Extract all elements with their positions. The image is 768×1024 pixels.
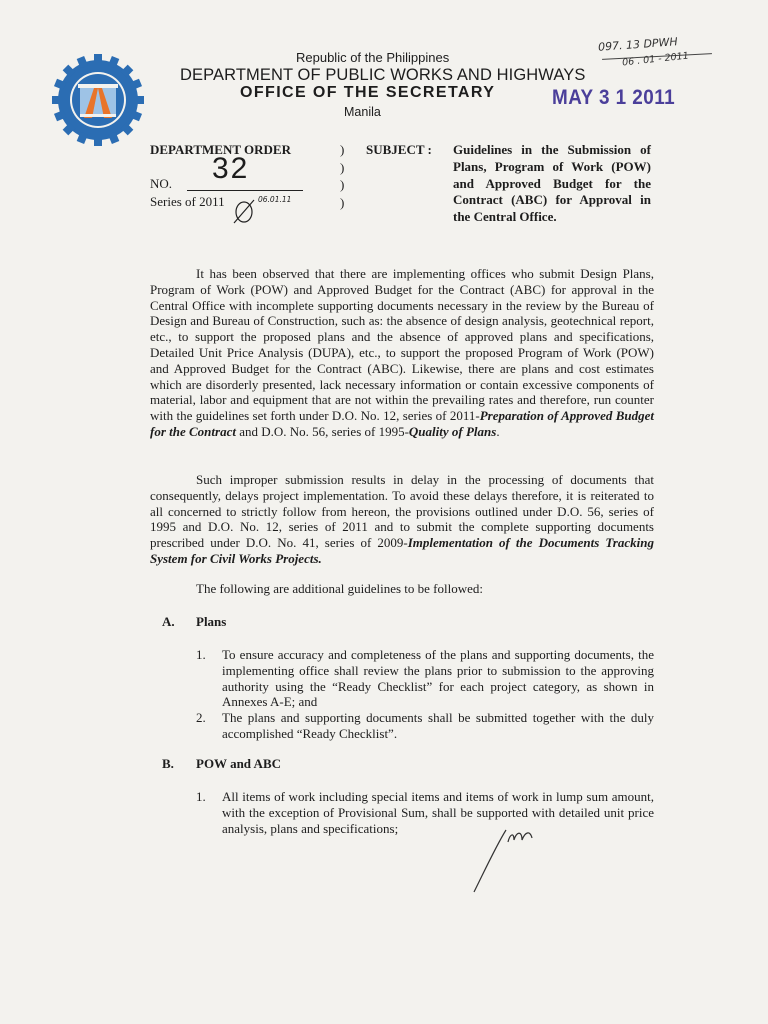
reference-document-tracking: Implementation of the Documents Tracking System for Civil Works Projects.: [150, 535, 654, 566]
order-series-handwritten-date: 06.01.11: [258, 195, 292, 204]
paragraph-1-mid: and D.O. No. 56, series of 1995-: [235, 423, 409, 439]
paragraph-1: [150, 266, 654, 440]
order-paren: ): [340, 177, 345, 192]
section-b-title: POW and ABC: [196, 756, 282, 771]
section-a-title: Plans: [196, 614, 227, 629]
list-item: [196, 789, 654, 836]
order-series: Series of 2011: [150, 194, 225, 209]
order-number: 32: [212, 152, 250, 185]
dpwh-seal-icon: [50, 52, 146, 148]
paragraph-2: [150, 472, 654, 567]
subject-label: SUBJECT :: [366, 142, 432, 157]
order-no-label: NO.: [150, 176, 173, 191]
department-heading: DEPARTMENT OF PUBLIC WORKS AND HIGHWAYS: [180, 66, 586, 84]
order-paren: ): [340, 195, 345, 210]
handwritten-date: 06 . 01 - 2011: [621, 50, 690, 69]
received-date-stamp: MAY 3 1 2011: [552, 86, 676, 109]
order-no-underline: [187, 190, 303, 191]
order-label: DEPARTMENT ORDER: [150, 142, 291, 157]
paragraph-1-text: It has been observed that there are implementing offices who submit Design Plans, Program of Work (POW) and Approved Budget for the Contract (ABC) for approval in the Central Office with incomplete supporting documents necessary in the review by the Bureau of Design and Bureau of Construction, such as: the absence of design analysis, geotechnical report, etc., to support the proposed plans and the absence of approved plans and specifications, Detailed Unit Price Analysis (DUPA), etc., to support the proposed Program of Work (POW) and Approved Budget for the Contract (ABC). Likewise, there are plans and cost estimates which are disorderly presented, lack necessary information or contain excessive components of material, labor and equipment that are not within the prevailing rates and therefore, run counter with the guidelines set forth under D.O. No. 12, series of 2011-: [150, 266, 654, 424]
list-item: [196, 647, 654, 710]
list-item: [196, 710, 654, 742]
section-a-list: [196, 647, 654, 742]
order-paren: ): [340, 160, 345, 175]
section-b-letter: B.: [162, 756, 174, 771]
list-item-text: All items of work including special items and items of work in lump sum amount, with the exception of Provisional Sum, shall be supported with detailed unit price analysis, plans and specifications;: [222, 789, 654, 836]
section-b-list: [196, 789, 654, 836]
reference-quality-of-plans: Quality of Plans: [408, 423, 497, 439]
paragraph-3: The following are additional guidelines to be followed:: [196, 581, 484, 596]
paragraph-2-text: Such improper submission results in delay in the processing of documents that consequently, delays project implementation. To avoid these delays therefore, it is reiterated to all concerned to strictly follow from hereon, the provisions outlined under D.O. 56, series of 1995 and D.O. No. 12, series of 2011 and to submit the complete supporting documents prescribed under D.O. No. 41, series of 2009-: [150, 472, 654, 551]
list-item-text: The plans and supporting documents shall be submitted together with the duly accomplished “Ready Checklist”.: [222, 710, 654, 741]
office-heading: OFFICE OF THE SECRETARY: [240, 84, 496, 101]
list-item-number: 1.: [196, 647, 206, 662]
list-item-number: 1.: [196, 789, 206, 804]
section-a-letter: A.: [162, 614, 175, 629]
initials-signature-icon: [470, 822, 540, 894]
list-item-text: To ensure accuracy and completeness of the plans and supporting documents, the implementing office shall review the plans prior to submission to the approving authority using the “Ready Checklist” for each project category, as shown in Annexes A-E; and: [222, 647, 654, 710]
city-heading: Manila: [344, 105, 381, 119]
list-item-number: 2.: [196, 710, 206, 726]
paragraph-1-end: .: [496, 423, 500, 439]
order-paren: ): [340, 142, 345, 157]
subject-text: Guidelines in the Submission of Plans, Program of Work (POW) and Approved Budget for the Contract (ABC) for Approval in the Central Office.: [453, 142, 651, 225]
reference-preparation-of-abc: Preparation of Approved Budget for the Contract: [150, 408, 654, 439]
handwritten-control-code: 097. 13 DPWH: [597, 35, 679, 54]
republic-heading: Republic of the Philippines: [296, 50, 450, 65]
handwritten-slashed-zero-icon: [231, 196, 257, 226]
